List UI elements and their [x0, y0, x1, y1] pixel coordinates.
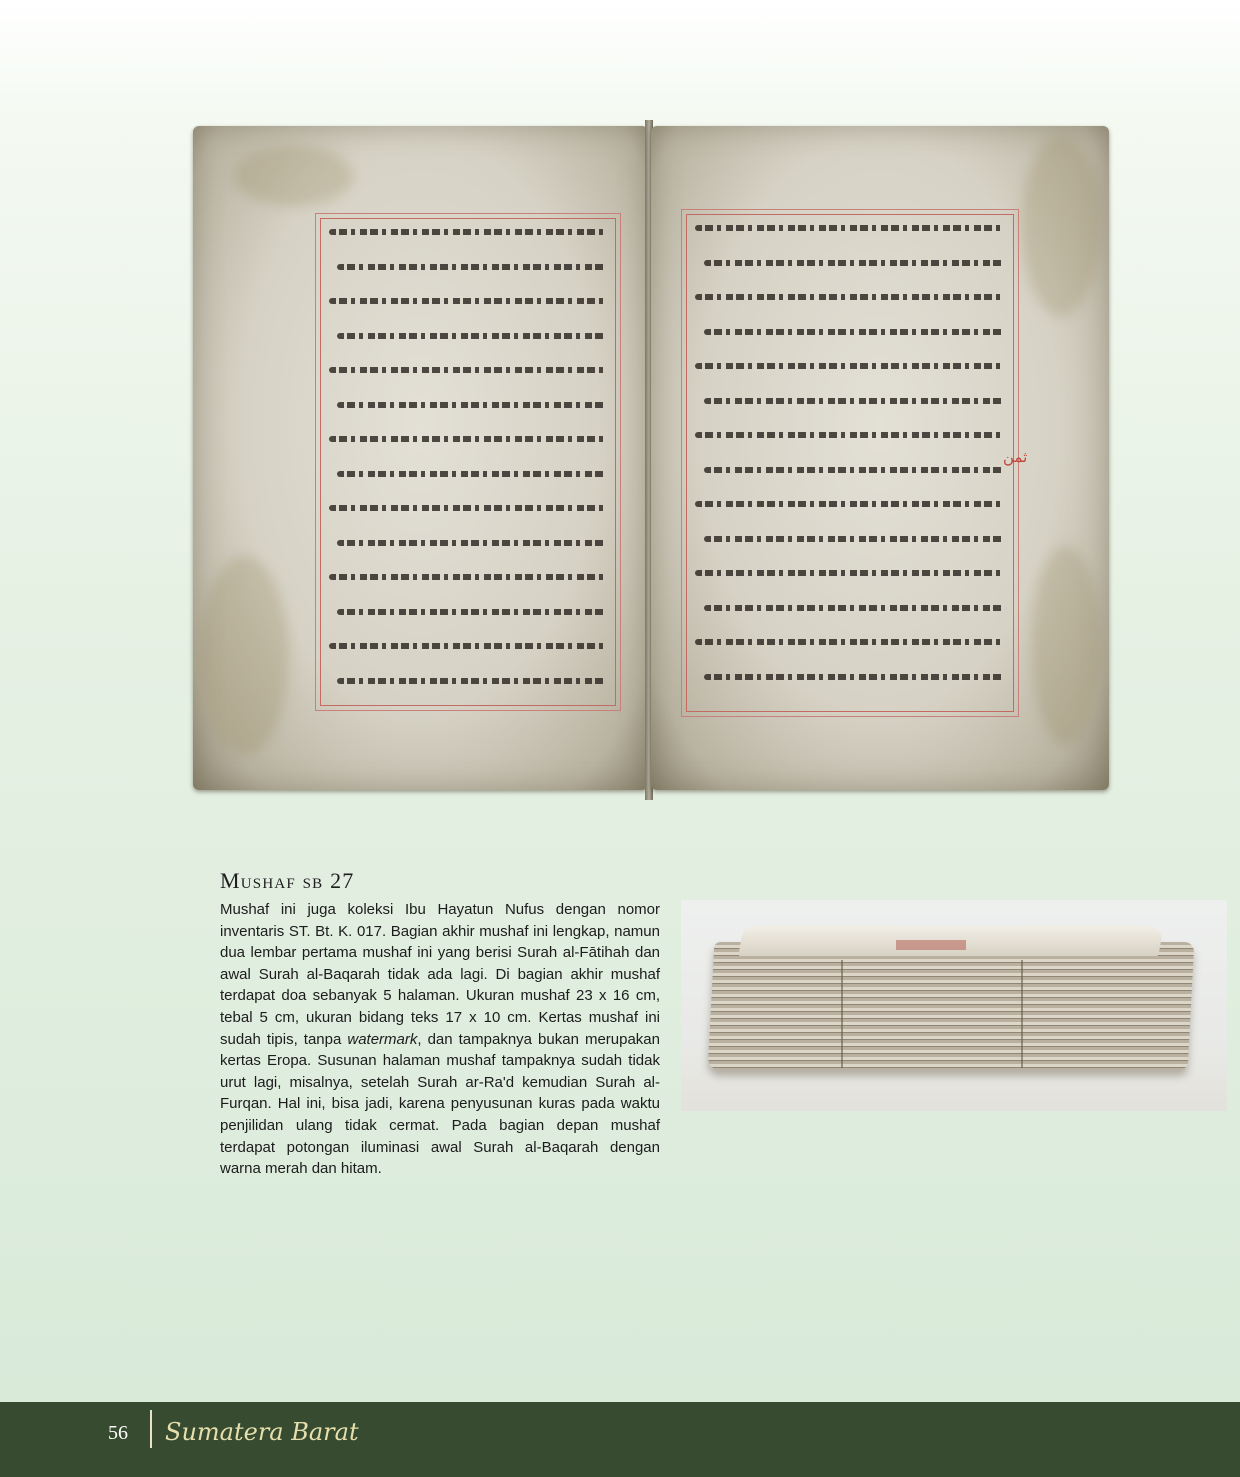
- page-footer: [0, 1402, 1240, 1477]
- book-side-photo: [681, 900, 1227, 1111]
- article-title: Mushaf sb 27: [220, 868, 355, 893]
- article-body-part-2: , dan tampaknya bukan merupakan kertas Eropa. Susunan halaman mushaf tampaknya sudah tidak urut lagi, misalnya, setelah Surah ar-Ra'd kemudian Surah al-Furqan. Hal ini, bisa jadi, karena penyusunan kuras pada waktu penjilidan ulang tidak cermat. Pada bagian depan mushaf terdapat potongan iluminasi awal Surah al-Baqarah dengan warna merah dan hitam.: [220, 1030, 660, 1178]
- right-page-text-block: [686, 214, 1014, 712]
- article-body-part-1: Mushaf ini juga koleksi Ibu Hayatun Nufus dengan nomor inventaris ST. Bt. K. 017. Bagian akhir mushaf ini lengkap, namun dua lembar pertama mushaf ini yang berisi Surah al-Fātihah dan awal Surah al-Baqarah tidak ada lagi. Di bagian akhir mushaf terdapat doa sebanyak 5 halaman. Ukuran mushaf 23 x 16 cm, tebal 5 cm, ukuran bidang teks 17 x 10 cm. Kertas mushaf ini sudah tipis, tanpa: [220, 901, 660, 1048]
- manuscript-photo: [193, 120, 1118, 800]
- article-body: [220, 899, 660, 1180]
- article-body-italic: watermark: [347, 1030, 418, 1048]
- marginal-red-note: ثمن: [1003, 448, 1028, 466]
- footer-divider: [150, 1410, 152, 1448]
- publication-title: Sumatera Barat: [165, 1418, 359, 1446]
- manuscript-left-page: [193, 126, 648, 790]
- left-page-text-block: [320, 218, 616, 706]
- page-number: 56: [108, 1422, 128, 1444]
- manuscript-right-page: [651, 126, 1109, 790]
